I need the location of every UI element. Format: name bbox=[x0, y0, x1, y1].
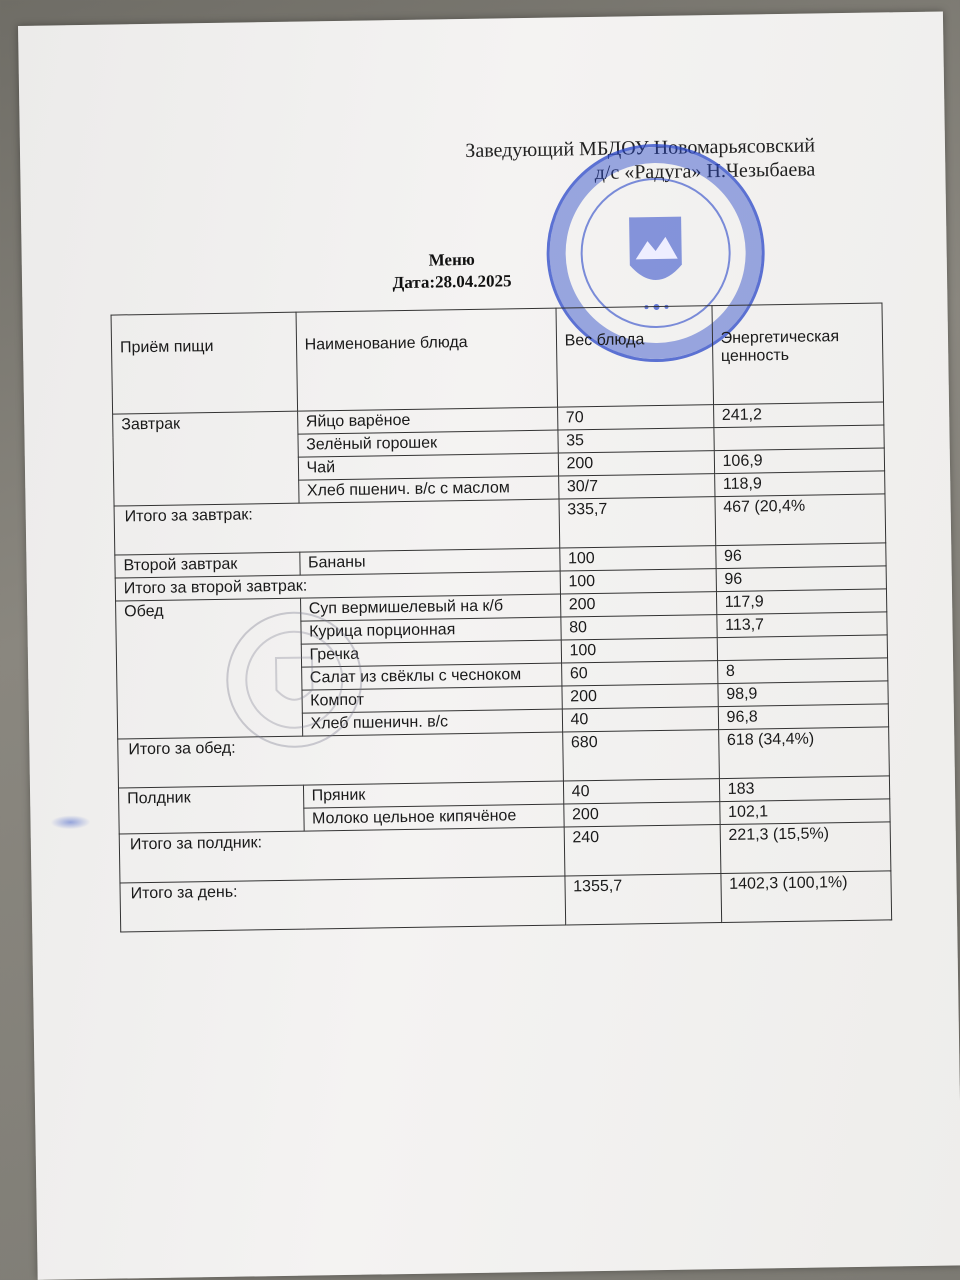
meal-cell-second-breakfast: Второй завтрак bbox=[115, 552, 300, 578]
energy-cell bbox=[717, 635, 888, 661]
header-energy: Энергетическая ценность bbox=[712, 303, 884, 405]
total-label: Итого за обед: bbox=[118, 732, 563, 788]
paper-sheet bbox=[18, 11, 960, 1279]
dish-cell: Салат из свёклы с чесноком bbox=[301, 663, 561, 690]
weight-cell: 40 bbox=[562, 707, 718, 732]
total-label: Итого за второй завтрак: bbox=[115, 571, 560, 601]
total-label: Итого за полдник: bbox=[119, 827, 564, 883]
energy-cell bbox=[714, 425, 885, 451]
menu-title-block bbox=[372, 248, 533, 295]
meal-cell-snack: Полдник bbox=[118, 785, 303, 834]
weight-cell: 200 bbox=[560, 592, 716, 617]
weight-cell: 200 bbox=[563, 802, 719, 827]
dish-cell: Суп вермишелевый на к/б bbox=[300, 594, 560, 621]
faint-stamp-imprint bbox=[225, 611, 363, 749]
dish-cell: Пряник bbox=[303, 781, 563, 808]
total-energy: 467 (20,4% bbox=[715, 494, 886, 546]
weight-cell: 30/7 bbox=[558, 474, 714, 499]
header-weight: Вес блюда bbox=[556, 306, 714, 407]
dish-cell: Хлеб пшенич. в/с с маслом bbox=[298, 476, 558, 503]
energy-cell: 8 bbox=[717, 658, 888, 684]
dish-cell: Зелёный горошек bbox=[298, 430, 558, 457]
dish-cell: Гречка bbox=[301, 640, 561, 667]
energy-cell: 96 bbox=[715, 543, 886, 569]
weight-cell: 100 bbox=[561, 638, 717, 663]
header-meal: Приём пищи bbox=[111, 312, 297, 414]
weight-cell: 40 bbox=[563, 779, 719, 804]
menu-title: Меню bbox=[428, 249, 475, 270]
total-weight: 680 bbox=[562, 730, 719, 781]
dish-cell: Бананы bbox=[299, 548, 559, 575]
day-total-weight: 1355,7 bbox=[565, 874, 722, 925]
weight-cell: 70 bbox=[557, 405, 713, 430]
dish-cell: Чай bbox=[298, 453, 558, 480]
total-weight: 100 bbox=[560, 569, 716, 594]
dish-cell: Яйцо варёное bbox=[297, 407, 557, 434]
ink-smudge bbox=[50, 815, 90, 830]
weight-cell: 100 bbox=[559, 546, 715, 571]
director-line-1: Заведующий МБДОУ Новомарьясовский bbox=[465, 134, 816, 162]
weight-cell: 200 bbox=[558, 451, 714, 476]
weight-cell: 35 bbox=[558, 428, 714, 453]
weight-cell: 200 bbox=[562, 684, 718, 709]
energy-cell: 118,9 bbox=[714, 471, 885, 497]
meal-cell-lunch: Обед bbox=[116, 598, 303, 739]
dish-cell: Курица порционная bbox=[300, 617, 560, 644]
menu-date: Дата:28.04.2025 bbox=[392, 271, 512, 293]
weight-cell: 80 bbox=[560, 615, 716, 640]
weight-cell: 60 bbox=[561, 661, 717, 686]
header-dish: Наименование блюда bbox=[296, 308, 558, 411]
day-total-energy: 1402,3 (100,1%) bbox=[721, 871, 892, 923]
table-header-row bbox=[111, 303, 883, 414]
dish-cell: Компот bbox=[302, 686, 562, 713]
total-energy: 618 (34,4%) bbox=[718, 727, 889, 779]
total-energy: 96 bbox=[716, 566, 887, 592]
energy-cell: 117,9 bbox=[716, 589, 887, 615]
energy-cell: 98,9 bbox=[718, 681, 889, 707]
meal-cell-breakfast: Завтрак bbox=[113, 411, 299, 506]
day-total-label: Итого за день: bbox=[120, 876, 565, 932]
energy-cell: 106,9 bbox=[714, 448, 885, 474]
dish-cell: Молоко цельное кипячёное bbox=[303, 804, 563, 831]
dish-cell: Хлеб пшеничн. в/с bbox=[302, 709, 562, 736]
energy-cell: 183 bbox=[719, 776, 890, 802]
energy-cell: 113,7 bbox=[716, 612, 887, 638]
total-label: Итого за завтрак: bbox=[114, 499, 559, 555]
energy-cell: 96,8 bbox=[718, 704, 889, 730]
energy-cell: 241,2 bbox=[713, 402, 884, 428]
total-weight: 335,7 bbox=[559, 497, 716, 548]
energy-cell: 102,1 bbox=[719, 799, 890, 825]
total-energy: 221,3 (15,5%) bbox=[720, 822, 891, 874]
director-line-2: д/с «Радуга» Н.Чезыбаева bbox=[594, 158, 816, 184]
total-weight: 240 bbox=[564, 825, 721, 876]
